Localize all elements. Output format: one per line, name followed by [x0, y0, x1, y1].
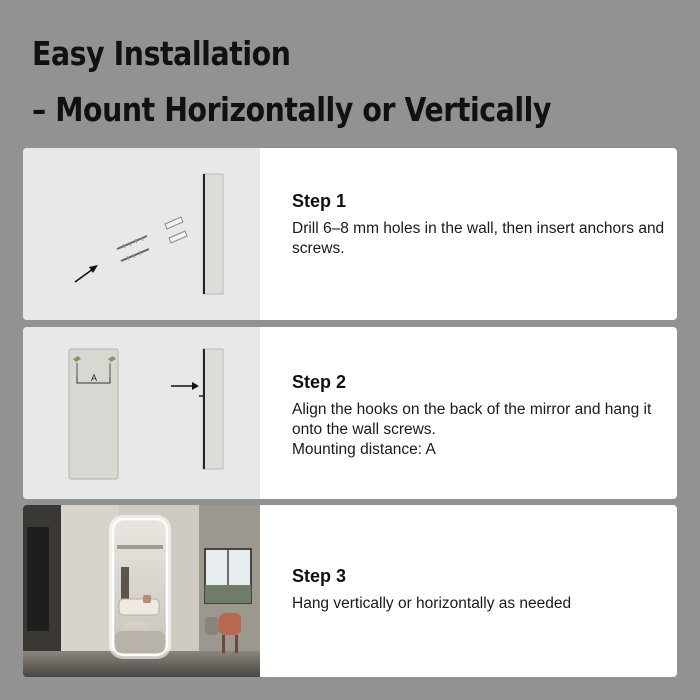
mounting-distance-note: Mounting distance: A — [292, 441, 436, 458]
step-2-card — [23, 327, 677, 499]
step-2-illustration — [23, 327, 260, 499]
screw-icon — [117, 236, 149, 261]
title-line-1: Easy Installation — [32, 34, 291, 73]
step-title: Step 3 — [292, 566, 347, 586]
title-line-2: – Mount Horizontally or Vertically — [32, 90, 552, 129]
step-3-photo — [23, 505, 260, 677]
step-title: Step 1 — [292, 191, 347, 211]
direction-arrow-icon — [171, 382, 199, 390]
distance-label: A — [90, 373, 98, 383]
step-2-text — [292, 372, 667, 460]
step-3-text — [292, 566, 667, 614]
mirror-back — [69, 349, 118, 479]
step-description: Drill 6–8 mm holes in the wall, then insert anchors and screws. — [292, 220, 665, 257]
chair — [219, 613, 241, 635]
page-title — [32, 26, 551, 138]
step-1-illustration — [23, 148, 260, 320]
wall-panel — [203, 174, 223, 294]
step-description: Align the hooks on the back of the mirror and hang it onto the wall screws. — [292, 401, 652, 438]
wall-panel — [203, 349, 223, 469]
direction-arrow-icon — [75, 265, 98, 282]
step-1-card — [23, 148, 677, 320]
wall-anchor-icon — [165, 217, 187, 243]
step-1-text — [292, 191, 667, 259]
step-title: Step 2 — [292, 372, 347, 392]
step-3-card — [23, 505, 677, 677]
step-description: Hang vertically or horizontally as needed — [292, 595, 572, 612]
